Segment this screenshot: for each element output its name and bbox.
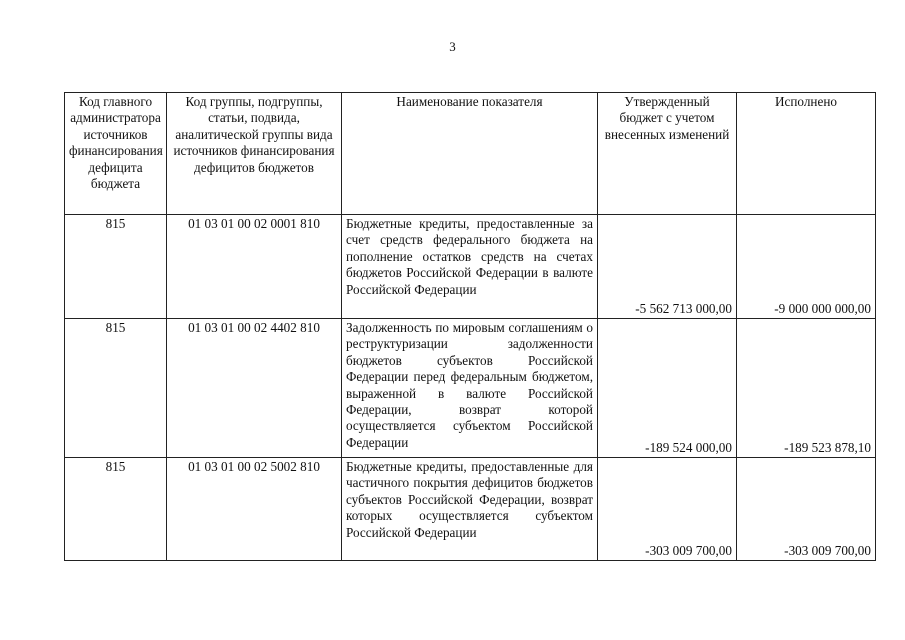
cell-approved-amount: -5 562 713 000,00: [598, 215, 737, 319]
cell-approved-amount: -189 524 000,00: [598, 319, 737, 458]
table-row: [65, 458, 876, 561]
cell-admin-code: 815: [65, 319, 167, 458]
cell-approved-amount: -303 009 700,00: [598, 458, 737, 561]
header-indicator-name: Наименование показателя: [342, 93, 598, 215]
cell-group-code: 01 03 01 00 02 0001 810: [167, 215, 342, 319]
cell-executed-amount: -9 000 000 000,00: [737, 215, 876, 319]
budget-sources-table: [64, 92, 876, 561]
table-row: [65, 215, 876, 319]
header-group-code: Код группы, подгруппы, статьи, подвида, аналитической группы вида источников финансирования дефицитов бюджетов: [167, 93, 342, 215]
cell-group-code: 01 03 01 00 02 4402 810: [167, 319, 342, 458]
cell-admin-code: 815: [65, 458, 167, 561]
cell-indicator-name: Задолженность по мировым соглашениям о реструктуризации задолженности бюджетов субъектов Российской Федерации перед федеральным бюджетом, выраженной в валюте Российской Федерации, возврат которой осуществляется субъектом Российской Федерации: [342, 319, 598, 458]
cell-executed-amount: -189 523 878,10: [737, 319, 876, 458]
cell-admin-code: 815: [65, 215, 167, 319]
page-number: 3: [449, 39, 456, 54]
table-row: [65, 319, 876, 458]
cell-executed-amount: -303 009 700,00: [737, 458, 876, 561]
header-admin-code: Код главного администратора источников финансирования дефицита бюджета: [65, 93, 167, 215]
table-header-row: [65, 93, 876, 215]
header-approved-budget: Утвержденный бюджет с учетом внесенных изменений: [598, 93, 737, 215]
cell-indicator-name: Бюджетные кредиты, предоставленные для частичного покрытия дефицитов бюджетов субъектов Российской Федерации, возврат которых осуществляется субъектом Российской Федерации: [342, 458, 598, 561]
cell-group-code: 01 03 01 00 02 5002 810: [167, 458, 342, 561]
cell-indicator-name: Бюджетные кредиты, предоставленные за счет средств федерального бюджета на пополнение остатков средств на счетах бюджетов Российской Федерации в валюте Российской Федерации: [342, 215, 598, 319]
header-executed: Исполнено: [737, 93, 876, 215]
